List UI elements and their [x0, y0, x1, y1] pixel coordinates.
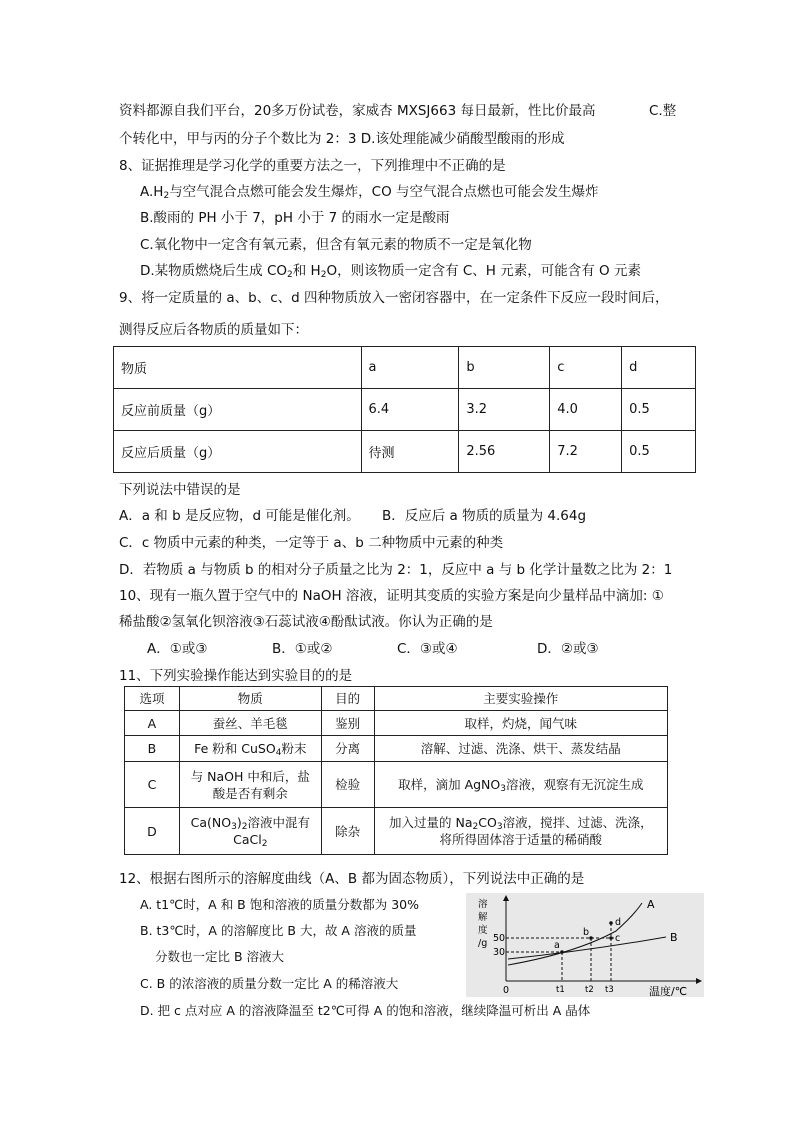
q9-cell: 2.56: [459, 431, 550, 473]
q11-table: [124, 686, 668, 855]
line-1: 资料都源自我们平台，20多万份试卷，家威杏 MXSJ663 每日最新，性比价最高: [119, 103, 596, 119]
q12-option-b: B. t3℃时，A 的溶解度比 B 大，故 A 溶液的质量: [140, 923, 417, 938]
q11-cell: 取样，灼烧，闻气味: [374, 711, 667, 736]
y-label: 度: [478, 925, 488, 936]
q9-cell: 反应后质量（g）: [114, 431, 362, 473]
point-a: [560, 950, 564, 954]
q8-option-c: C.氧化物中一定含有氧元素，但含有氧元素的物质不一定是氧化物: [140, 237, 532, 253]
point-b-label: b: [583, 927, 590, 938]
tick-30: 30: [493, 947, 506, 958]
point-c: [609, 936, 613, 940]
x-label: 温度/℃: [649, 985, 688, 997]
curve-a: [508, 903, 642, 965]
q11-cell: 检验: [321, 762, 374, 808]
q11-cell: A: [125, 711, 180, 736]
q9-cell: 待测: [361, 431, 459, 473]
q12-option-c: C. B 的浓溶液的质量分数一定比 A 的稀溶液大: [140, 976, 399, 991]
q11-cell: 溶解、过滤、洗涤、烘干、蒸发结晶: [374, 736, 667, 762]
y-axis-arrow: [503, 895, 509, 901]
solubility-chart: [466, 893, 704, 997]
q9-cell: 0.5: [622, 431, 696, 473]
q9-table: [113, 346, 696, 473]
y-label: 溶: [478, 899, 488, 910]
q11-cell: 蚕丝、羊毛毯: [179, 711, 321, 736]
q9-cell: 反应前质量（g）: [114, 389, 362, 431]
point-d-label: d: [615, 917, 622, 928]
q9-after: 下列说法中错误的是: [119, 482, 241, 498]
q12-option-d: D. 把 c 点对应 A 的溶液降温至 t2℃可得 A 的饱和溶液，继续降温可析出 A 晶体: [140, 1003, 591, 1018]
q11-cell: 分离: [321, 736, 374, 762]
point-d: [609, 921, 613, 925]
q11-cell: 除杂: [321, 808, 374, 855]
q9-th: b: [459, 347, 550, 389]
y-label: 解: [478, 912, 488, 923]
q11-th: 主要实验操作: [374, 687, 667, 711]
q11-cell: B: [125, 736, 180, 762]
line-2: 个转化中，甲与丙的分子个数比为 2：3 D.该处理能减少硝酸型酸雨的形成: [119, 131, 565, 147]
q12-stem: 12、根据右图所示的溶解度曲线（A、B 都为固态物质），下列说法中正确的是: [119, 871, 585, 887]
curve-b: [508, 937, 666, 959]
point-c-label: c: [615, 933, 621, 944]
q11-cell: 鉴别: [321, 711, 374, 736]
q9-option-d: D．若物质 a 与物质 b 的相对分子质量之比为 2：1，反应中 a 与 b 化学计量数之比为 2：1: [119, 562, 673, 578]
q9-th: a: [361, 347, 459, 389]
point-b: [589, 936, 593, 940]
q10-option-a: A．①或③: [147, 641, 208, 657]
q9-cell: 4.0: [550, 389, 622, 431]
q8-stem: 8、证据推理是学习化学的重要方法之一，下列推理中不正确的是: [119, 158, 506, 174]
q10-option-d: D．②或③: [537, 641, 599, 657]
q8-option-b: B.酸雨的 PH 小于 7，pH 小于 7 的雨水一定是酸雨: [140, 210, 450, 226]
t2-label: t2: [585, 985, 594, 995]
q11-cell: Fe 粉和 CuSO$_4$粉末: [179, 736, 321, 762]
q9-stem-2: 测得反应后各物质的质量如下：: [119, 322, 308, 338]
curve-a-label: A: [647, 898, 655, 911]
q11-cell: 与 NaOH 中和后，盐 酸是否有剩余: [179, 762, 321, 808]
q10-stem: 10、现有一瓶久置于空气中的 NaOH 溶液，证明其变质的实验方案是向少量样品中滴加: ①: [119, 588, 664, 604]
tick-50: 50: [493, 933, 506, 944]
q11-th: 目的: [321, 687, 374, 711]
q11-stem: 11、下列实验操作能达到实验目的的是: [119, 668, 353, 684]
q9-cell: 3.2: [459, 389, 550, 431]
q11-th: 物质: [179, 687, 321, 711]
q9-cell: 7.2: [550, 431, 622, 473]
x-axis-arrow: [696, 978, 702, 984]
q11-cell: 加入过量的 $Na_2CO_3$溶液，搅拌、过滤、洗涤， 将所得固体溶于适量的稀硝酸: [374, 808, 667, 855]
q9-option-a: A．a 和 b 是反应物，d 可能是催化剂。: [119, 508, 360, 524]
point-a-label: a: [554, 940, 560, 951]
q9-option-c: C．c 物质中元素的种类，一定等于 a、b 二种物质中元素的种类: [119, 535, 504, 551]
q11-cell: C: [125, 762, 180, 808]
t3-label: t3: [605, 985, 614, 995]
q10-option-c: C．③或④: [397, 641, 458, 657]
q11-cell: $Ca(NO_3)_2$溶液中混有 CaCl$_2$: [179, 808, 321, 855]
q10-stem-2: 稀盐酸②氢氧化钡溶液③石蕊试液④酚酞试液。你认为正确的是: [119, 614, 493, 630]
q12-option-b-cont: 分数也一定比 B 溶液大: [155, 949, 285, 964]
t1-label: t1: [556, 985, 565, 995]
q9-stem: 9、将一定质量的 a、b、c、d 四种物质放入一密闭容器中，在一定条件下反应一段时间后，: [119, 290, 669, 306]
curve-b-label: B: [670, 931, 678, 944]
q9-th: d: [622, 347, 696, 389]
q11-cell: 取样，滴加 AgNO$_3$溶液，观察有无沉淀生成: [374, 762, 667, 808]
q12-option-a: A. t1℃时，A 和 B 饱和溶液的质量分数都为 30%: [140, 897, 419, 912]
q11-cell: D: [125, 808, 180, 855]
q9-th: c: [550, 347, 622, 389]
q9-cell: 6.4: [361, 389, 459, 431]
q9-th: 物质: [114, 347, 362, 389]
y-label: /g: [478, 938, 488, 949]
q9-cell: 0.5: [622, 389, 696, 431]
q8-option-a: $A.H_2$与空气混合点燃可能会发生爆炸，CO 与空气混合点燃也可能会发生爆炸: [140, 184, 599, 201]
solubility-svg: [466, 893, 704, 997]
q8-option-d: D.某物质燃烧后生成 $CO_2$和 $H_2O$，则该物质一定含有 C、H 元素，可能含有 O 元素: [140, 263, 641, 280]
q11-th: 选项: [125, 687, 180, 711]
q10-option-b: B．①或②: [272, 641, 333, 657]
origin-label: 0: [503, 985, 510, 996]
line-1-end: C.整: [649, 103, 677, 119]
q9-option-b: B．反应后 a 物质的质量为 4.64g: [382, 508, 587, 524]
